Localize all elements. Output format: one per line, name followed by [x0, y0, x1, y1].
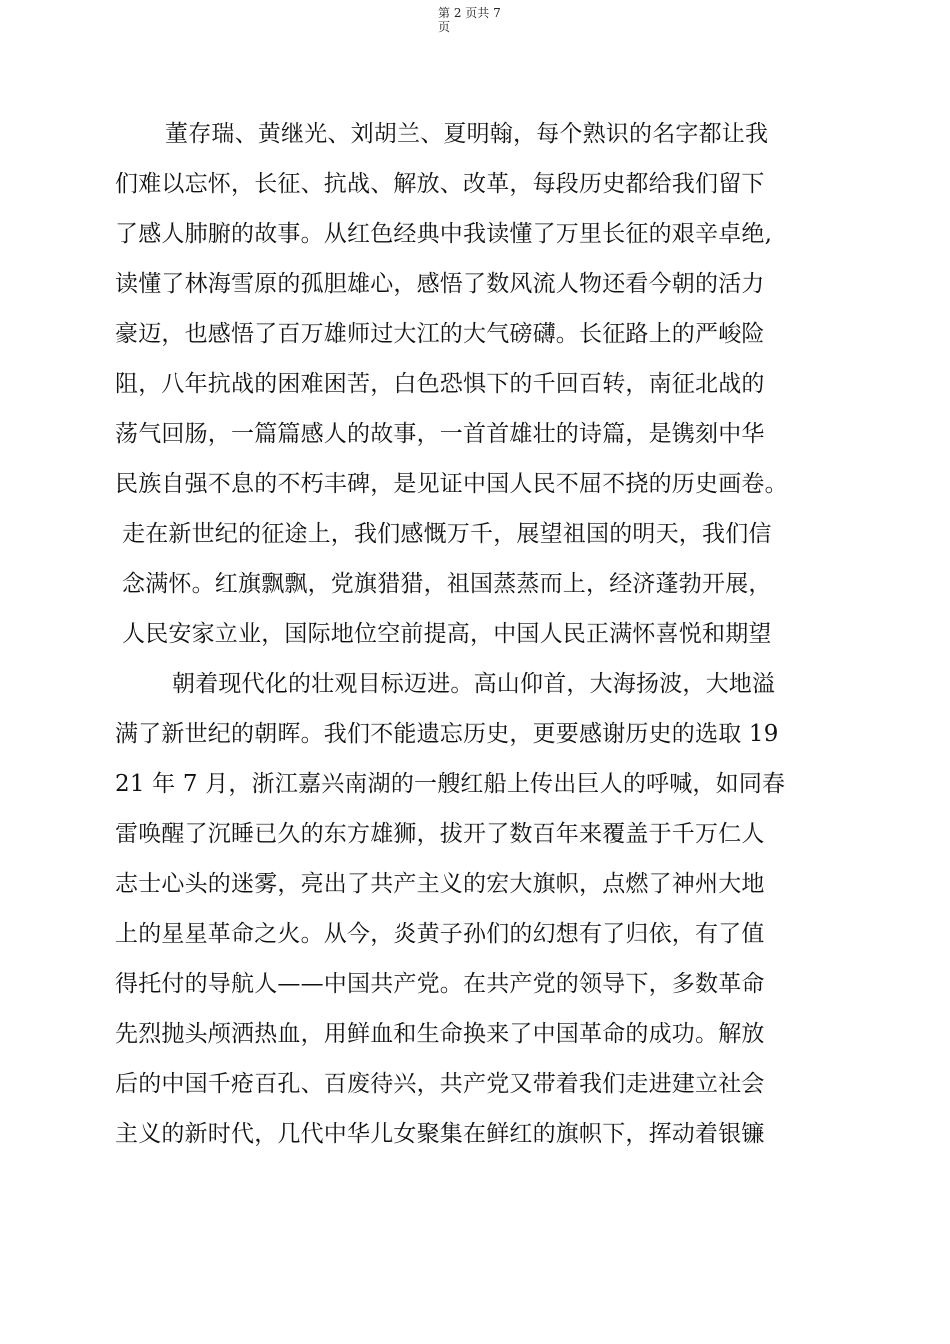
paragraph-line: 先烈抛头颅洒热血，用鲜血和生命换来了中国革命的成功。解放: [115, 1021, 765, 1047]
paragraph-line: 豪迈，也感悟了百万雄师过大江的大气磅礴。长征路上的严峻险: [115, 321, 765, 347]
paragraph-line: 主义的新时代，几代中华儿女聚集在鲜红的旗帜下，挥动着银镰: [115, 1121, 765, 1147]
paragraph-line: 得托付的导航人——中国共产党。在共产党的领导下，多数革命: [115, 971, 765, 997]
paragraph-line: 董存瑞、黄继光、刘胡兰、夏明翰，每个熟识的名字都让我: [165, 121, 769, 147]
paragraph-line: 们难以忘怀，长征、抗战、解放、改革，每段历史都给我们留下: [115, 171, 765, 197]
page-number-line-2: 页: [438, 20, 451, 34]
paragraph-line: 雷唤醒了沉睡已久的东方雄狮，拔开了数百年来覆盖于千万仁人: [115, 821, 765, 847]
paragraph-line: 走在新世纪的征途上，我们感慨万千，展望祖国的明天，我们信: [122, 521, 772, 547]
paragraph-line: 了感人肺腑的故事。从红色经典中我读懂了万里长征的艰辛卓绝,: [115, 221, 773, 247]
paragraph-line: 上的星星革命之火。从今，炎黄子孙们的幻想有了归依，有了值: [115, 921, 765, 947]
paragraph-line: 念满怀。红旗飘飘，党旗猎猎，祖国蒸蒸而上，经济蓬勃开展，: [122, 571, 772, 597]
paragraph-line: 人民安家立业，国际地位空前提高，中国人民正满怀喜悦和期望: [122, 621, 772, 647]
paragraph-line: 读懂了林海雪原的孤胆雄心，感悟了数风流人物还看今朝的活力: [115, 271, 765, 297]
paragraph-line: 朝着现代化的壮观目标迈进。高山仰首，大海扬波，大地溢: [172, 671, 776, 697]
paragraph-line: 21 年 7 月，浙江嘉兴南湖的一艘红船上传出巨人的呼喊，如同春: [115, 771, 786, 797]
paragraph-line: 满了新世纪的朝晖。我们不能遗忘历史，更要感谢历史的选取 19: [115, 721, 779, 747]
paragraph-line: 志士心头的迷雾，亮出了共产主义的宏大旗帜，点燃了神州大地: [115, 871, 765, 897]
paragraph-line: 后的中国千疮百孔、百废待兴，共产党又带着我们走进建立社会: [115, 1071, 765, 1097]
paragraph-line: 阻，八年抗战的困难困苦，白色恐惧下的千回百转，南征北战的: [115, 371, 765, 397]
paragraph-line: 民族自强不息的不朽丰碑，是见证中国人民不屈不挠的历史画卷。: [115, 471, 788, 497]
page-number-line-1: 第 2 页共 7: [438, 6, 501, 20]
paragraph-line: 荡气回肠，一篇篇感人的故事，一首首雄壮的诗篇，是镌刻中华: [115, 421, 765, 447]
